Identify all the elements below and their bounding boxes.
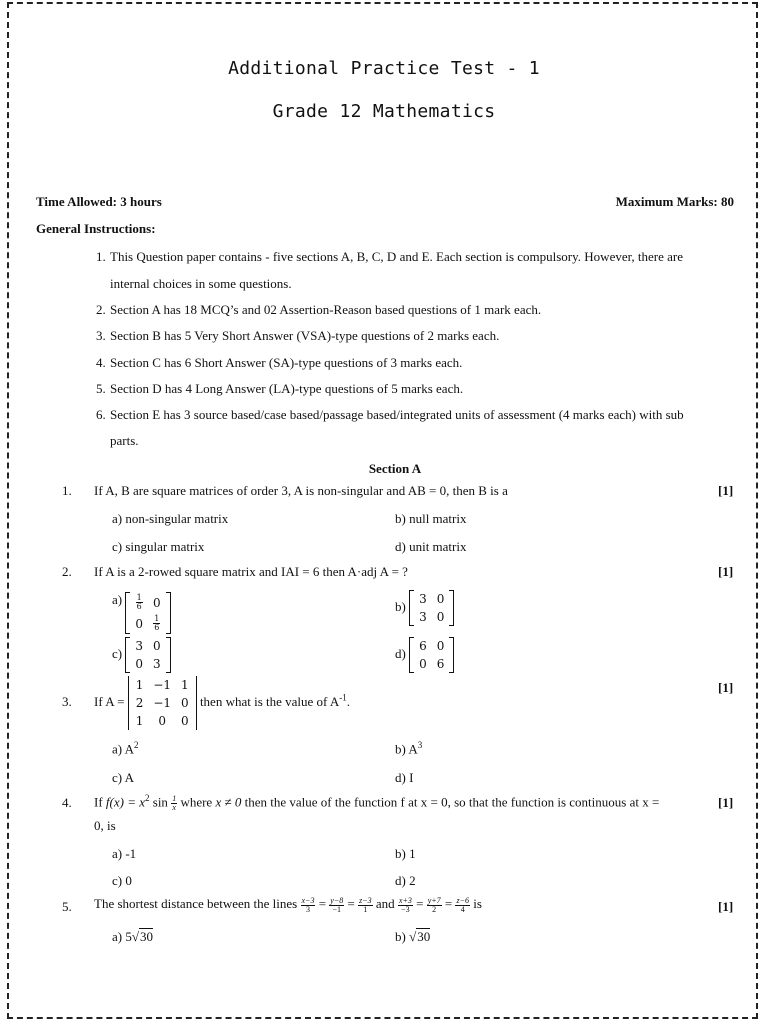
instruction-item-continued: internal choices in some questions. xyxy=(110,276,292,291)
option-b: b) 3 0 3 0 xyxy=(395,590,454,626)
maximum-marks: Maximum Marks: 80 xyxy=(615,194,734,209)
option-d: d) 2 xyxy=(395,873,416,888)
instruction-item-continued: parts. xyxy=(110,433,139,448)
question-text: If A is a 2-rowed square matrix and IAI = 6 then A·adj A = ? xyxy=(94,564,408,579)
option-b: b) √30 xyxy=(395,929,431,944)
question-mark: [1] xyxy=(718,564,734,579)
question-mark: [1] xyxy=(718,795,734,810)
determinant: 1 −1 1 2 −1 0 1 0 0 xyxy=(128,676,197,730)
question-text: If A, B are square matrices of order 3, A is non-singular and AB = 0, then B is a xyxy=(94,483,508,498)
option-a: a) $A^2$ xyxy=(112,740,139,757)
question-number: 1. xyxy=(62,483,72,498)
instruction-item: 4. Section C has 6 Short Answer (SA)-type questions of 3 marks each. xyxy=(96,355,463,370)
option-c: c) 3 0 0 3 xyxy=(112,637,171,673)
option-a: a) -1 xyxy=(112,846,137,861)
option-d: d) 6 0 0 6 xyxy=(395,637,454,673)
instruction-item: 5. Section D has 4 Long Answer (LA)-type questions of 5 marks each. xyxy=(96,381,464,396)
option-b: b) 1 xyxy=(395,846,416,861)
question-text: If A = 1 −1 1 2 −1 0 1 0 0 then what is the value of $A^{-1}$. xyxy=(94,678,351,728)
option-a: a) non-singular matrix xyxy=(112,511,229,526)
question-text: The shortest distance between the lines $\frac{x-3}{3}$ = $\frac{y-8}{-1}$ = $\frac{z-3}{1}$ and $\frac{x+3}{-3}$ = $\frac{y+7}{2}$ = $\frac{z-6}{4}$ is xyxy=(94,895,482,914)
option-b: b) $A^3$ xyxy=(395,740,423,757)
option-d: d) unit matrix xyxy=(395,539,467,554)
time-allowed: Time Allowed: 3 hours xyxy=(36,194,162,209)
question-text-continued: 0, is xyxy=(94,818,116,833)
matrix: 3 0 0 3 xyxy=(125,637,170,673)
question-text: If $f(x) = x^2$ sin $\frac{1}{x}$ where x ≠ 0 then the value of the function f at x = 0, so that the function is continuous at x = xyxy=(94,793,660,812)
instruction-item: 2. Section A has 18 MCQ’s and 02 Assertion-Reason based questions of 1 mark each. xyxy=(96,302,542,317)
question-mark: [1] xyxy=(718,483,734,498)
instruction-item: 3. Section B has 5 Very Short Answer (VSA)-type questions of 2 marks each. xyxy=(96,328,500,343)
option-d: d) I xyxy=(395,770,414,785)
matrix: 6 0 0 6 xyxy=(409,637,454,673)
question-number: 2. xyxy=(62,564,72,579)
section-title: Section A xyxy=(368,461,422,476)
option-c: c) A xyxy=(112,770,135,785)
matrix: $\frac{1}{6}$ 0 0 $\frac{1}{6}$ xyxy=(125,592,170,634)
question-number: 4. xyxy=(62,795,72,810)
page-title: Additional Practice Test - 1 xyxy=(228,58,540,79)
question-number: 3. xyxy=(62,694,72,709)
instruction-item: 6. Section E has 3 source based/case based/passage based/integrated units of assessment (4 marks each) with sub xyxy=(96,407,684,422)
option-c: c) singular matrix xyxy=(112,539,205,554)
option-c: c) 0 xyxy=(112,873,132,888)
option-a: a) 5√30 xyxy=(112,929,153,944)
option-a: a) $\frac{1}{6}$ 0 0 $\frac{1}{6}$ xyxy=(112,592,171,634)
question-mark: [1] xyxy=(718,680,734,695)
matrix: 3 0 3 0 xyxy=(409,590,454,626)
page-subtitle: Grade 12 Mathematics xyxy=(272,101,496,122)
option-b: b) null matrix xyxy=(395,511,467,526)
general-instructions-heading: General Instructions: xyxy=(36,221,156,236)
question-mark: [1] xyxy=(718,899,734,914)
question-number: 5. xyxy=(62,899,72,914)
instruction-item: 1. This Question paper contains - five sections A, B, C, D and E. Each section is compulsory. However, there are xyxy=(96,249,684,264)
